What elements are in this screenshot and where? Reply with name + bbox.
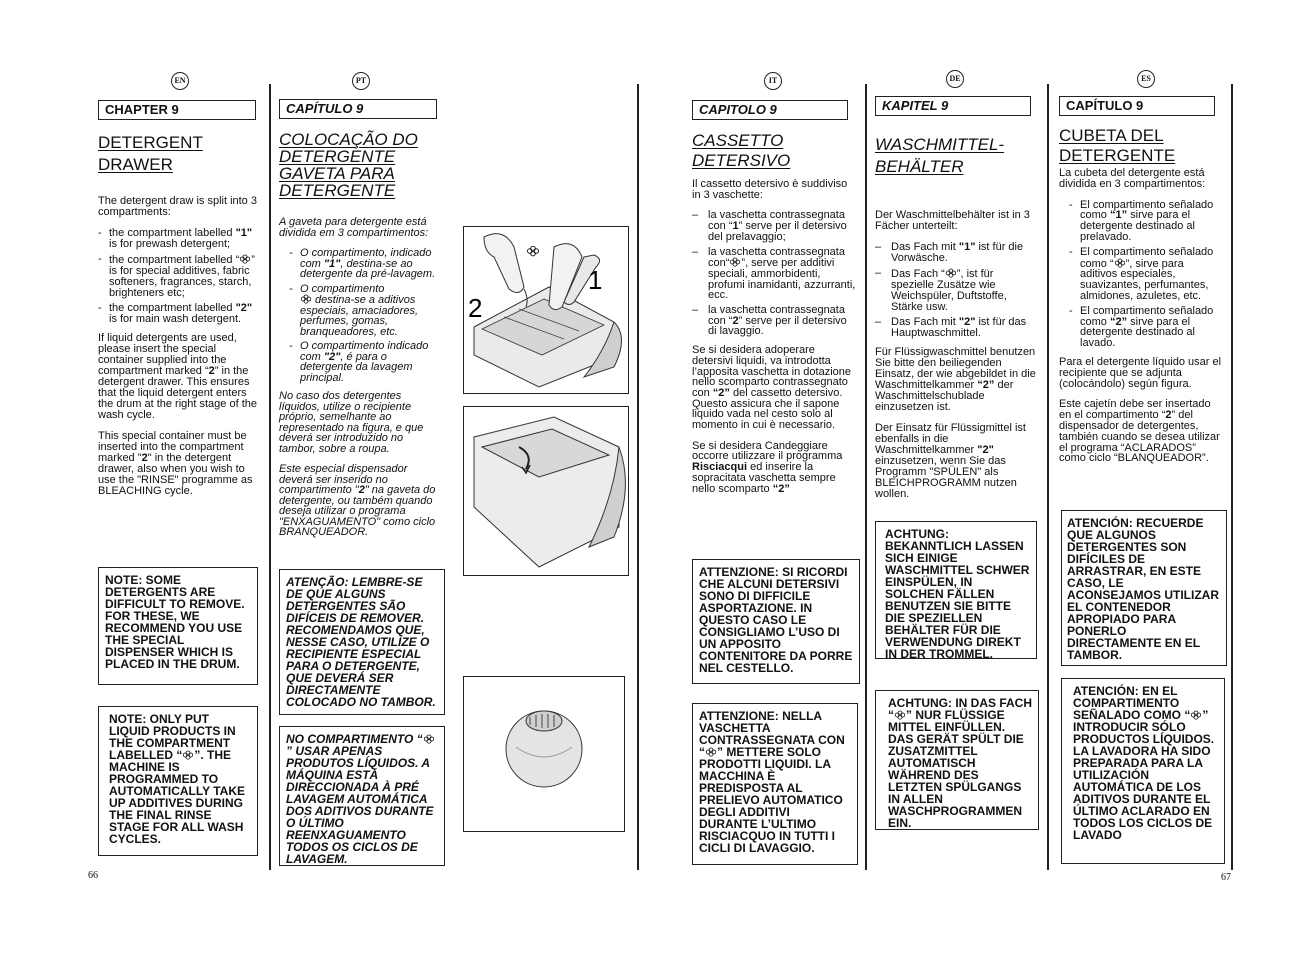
list-item: – la vaschetta contrassegnata con “1” serve per il detersivo del prelavaggio; bbox=[692, 210, 856, 242]
dispenser-ball-illustration bbox=[464, 677, 623, 830]
list-item: - the compartment labelled "2" is for main wash detergent. bbox=[98, 303, 258, 325]
column-spanish bbox=[1059, 96, 1223, 474]
figure-drawer-compartments bbox=[463, 226, 629, 394]
language-badge-en: EN bbox=[171, 72, 189, 90]
list-item: - El compartimento señalado como “1” sirve para el detergente destinado al prelavado. bbox=[1069, 200, 1223, 243]
flower-symbol-icon bbox=[300, 294, 312, 304]
list-item: – la vaschetta contrassegnata con“ ”, serve per additivi speciali, ammorbidenti, profumi inamidanti, azzurranti, ecc. bbox=[692, 247, 856, 302]
flower-symbol-icon bbox=[182, 750, 194, 760]
section-body: Il cassetto detersivo è suddiviso in 3 vaschette: – la vaschetta contrassegnata con “1” serve per il detersivo del prelavaggio; – la vaschetta contrassegnata con“ ”, serve per additivi speciali, ammorbidenti, profumi inamidanti, azzurranti, ecc. – la vaschetta contrassegnata con “2” serve per il detersivo di lavaggio. Se si desidera adoperare detersivi liquidi, va introdotta l’apposita vaschetta in dotazione nello scomparto contrassegnato con “2” del cassetto detersivo. Questo assicura che il sapone liquido vada nel cesto solo al momento in cui è necessario. Se si desidera Candeggiare occorre utilizzare il programma Risciacqui ed inserire la sopracitata vaschetta sempre nello scomparto “2” bbox=[692, 179, 856, 494]
flower-symbol-icon bbox=[1190, 710, 1202, 720]
list-item: - O compartimento indicado com "2", é para o detergente da lavagem principal. bbox=[289, 341, 439, 383]
list-item: - El compartimento señalado como “ ”, sirve para aditivos especiales, suavizantes, perfumantes, almidones, azuletes, etc. bbox=[1069, 247, 1223, 302]
list-item: – Das Fach mit "2" ist für das Hauptwaschmittel. bbox=[875, 317, 1037, 339]
note-box: ATENCIÓN: RECUERDE QUE ALGUNOS DETERGENTES SON DIFÍCILES DE ARRASTRAR, EN ESTE CASO, LE ACONSEJAMOS UTILIZAR EL CONTENEDOR APROPIADO PARA PONERLO DIRECTAMENTE EN EL TAMBOR. bbox=[1061, 510, 1227, 666]
language-badge-es: ES bbox=[1137, 70, 1155, 88]
figure-dispenser-ball bbox=[463, 676, 625, 832]
section-title: DETERGENT DRAWER bbox=[98, 133, 203, 174]
chapter-heading: CAPITOLO 9 bbox=[692, 100, 848, 120]
flower-symbol-icon bbox=[945, 268, 957, 278]
compartment-label-1: 1 bbox=[588, 265, 603, 295]
page-number: 67 bbox=[1221, 872, 1231, 883]
language-badge-pt: PT bbox=[352, 72, 370, 90]
flower-symbol-icon bbox=[1114, 258, 1126, 268]
note-box: ATENCIÓN: EN EL COMPARTIMENTO SEÑALADO COMO “ ” INTRODUCIR SÓLO PRODUCTOS LÍQUIDOS. LA LAVADORA HA SIDO PREPARADA PARA LA UTILIZACIÓN AUTOMÁTICA DE LOS ADITIVOS DURANTE EL ÚLTIMO ACLARADO EN TODOS LOS CICLOS DE LAVADO bbox=[1061, 678, 1225, 864]
flower-symbol-icon bbox=[239, 254, 251, 264]
list-item: – Das Fach “ ”, ist für spezielle Zusätze wie Weichspüler, Duftstoffe, Stärke usw. bbox=[875, 268, 1037, 313]
column-divider bbox=[637, 84, 639, 870]
list-item: - O compartimento, indicado com "1", destina-se ao detergente da pré-lavagem. bbox=[289, 248, 439, 280]
list-item: – la vaschetta contrassegnata con “2” serve per il detersivo di lavaggio. bbox=[692, 305, 856, 337]
flower-symbol-icon bbox=[705, 747, 717, 757]
note-box: NOTE: ONLY PUT LIQUID PRODUCTS IN THE COMPARTMENT LABELLED “ ”. THE MACHINE IS PROGRAMMED TO AUTOMATICALLY TAKE UP ADDITIVES DURING THE FINAL RINSE STAGE FOR ALL WASH CYCLES. bbox=[98, 706, 258, 856]
note-box: ATTENZIONE: NELLA VASCHETTA CONTRASSEGNATA CON “ ” METTERE SOLO PRODOTTI LIQUIDI. LA MACCHINA È PREDISPOSTA AL PRELIEVO AUTOMATICO DEGLI ADDITIVI DURANTE L’ULTIMO RISCIACQUO IN TUTTI I CICLI DI LAVAGGIO. bbox=[692, 703, 858, 865]
language-badge-de: DE bbox=[946, 70, 964, 88]
chapter-heading: KAPITEL 9 bbox=[875, 96, 1031, 116]
section-body: Der Waschmittelbehälter ist in 3 Fächer unterteilt: – Das Fach mit "1" ist für die Vorwäsche. – Das Fach “ ”, ist für spezielle Zusätze wie Weichspüler, Duftstoffe, Stärke usw. – Das Fach mit "2" ist für das Hauptwaschmittel. Für Flüssigwaschmittel benutzen Sie bitte den beiliegenden Einsatz, der wie abgebildet in die Waschmittelkammer “2” der Waschmittelschublade einzusetzen ist. Der Einsatz für Flüssigmittel ist ebenfalls in die Waschmittelkammer "2" einzusetzen, wenn Sie das Programm "SPÜLEN" als BLEICHPROGRAMM nutzen wollen. bbox=[875, 210, 1037, 500]
column-divider bbox=[1047, 84, 1049, 870]
section-body: The detergent draw is split into 3 compartments: - the compartment labelled "1" is for prewash detergent; - the compartment labelled “ ” is for special additives, fabric softeners, fragrances, starch, brighteners etc; - the compartment labelled "2" is for main wash detergent. If liquid detergents are used, please insert the special container supplied into the compartment marked “2” in the detergent drawer. This ensures that the liquid detergent enters the drum at the right stage of the wash cycle. This special container must be inserted into the compartment marked "2" in the detergent drawer, also when you wish to use the "RINSE" programme as BLEACHING cycle. bbox=[98, 196, 258, 497]
note-box: NO COMPARTIMENTO “” USAR APENAS PRODUTOS LÍQUIDOS. A MÁQUINA ESTÁ DIRECCIONADA À PRÉ LAVAGEM AUTOMÁTICA DOS ADITIVOS DURANTE O ÚLTIMO REENXAGUAMENTO TODOS OS CICLOS DE LAVAGEM. bbox=[279, 726, 445, 866]
section-body: A gaveta para detergente está dividida em 3 compartimentos: - O compartimento, indicado com "1", destina-se ao detergente da pré-lavagem. - O compartimento destina-se a aditivos especiais, amaciadores, perfumes, gomas, branqueadores, etc. - O compartimento indicado com "2", é para o detergente da lavagem principal. No caso dos detergentes líquidos, utilize o recipiente próprio, semelhante ao representado na figura, e que deverá ser introduzido no tambor, sobre a roupa. Este especial dispensador deverá ser inserido no compartimento "2" na gaveta do detergente, ou também quando deseja utilizar o programa "ENXAGUAMENTO" como ciclo BRANQUEADOR. bbox=[279, 217, 439, 538]
column-divider bbox=[865, 84, 867, 870]
column-portuguese bbox=[279, 99, 439, 548]
column-italian bbox=[692, 100, 856, 504]
flower-symbol-icon bbox=[729, 257, 741, 267]
chapter-heading: CHAPTER 9 bbox=[98, 100, 256, 120]
note-box: ACHTUNG: BEKANNTLICH LASSEN SICH EINIGE WASCHMITTEL SCHWER EINSPÜLEN, IN SOLCHEN FÄLLEN BENUTZEN SIE BITTE DIE SPEZIELLEN BEHÄLTER FÜR DIE VERWENDUNG DIREKT IN DER TROMMEL. bbox=[875, 521, 1037, 659]
list-item: - the compartment labelled "1" is for prewash detergent; bbox=[98, 228, 258, 250]
note-box: ATENÇÃO: LEMBRE-SE DE QUE ALGUNS DETERGENTES SÃO DIFÍCEIS DE REMOVER. RECOMENDAMOS QUE, NESSE CASO, UTILIZE O RECIPIENTE ESPECIAL PARA O DETERGENTE, QUE DEVERÁ SER DIRECTAMENTE COLOCADO NO TAMBOR. bbox=[279, 569, 445, 715]
liquid-container-illustration bbox=[464, 407, 627, 574]
column-divider bbox=[1231, 84, 1233, 870]
compartment-label-2: 2 bbox=[468, 293, 483, 323]
flower-symbol-icon bbox=[894, 710, 906, 720]
note-box: ACHTUNG: IN DAS FACH “ ” NUR FLÜSSIGE MITTEL EINFÜLLEN. DAS GERÄT SPÜLT DIE ZUSATZMITTEL AUTOMATISCH WÄHREND DES LETZTEN SPÜLGANGS IN ALLEN WASCHPROGRAMMEN EIN. bbox=[875, 690, 1039, 830]
list-item: - El compartimento señalado como “2” sirve para el detergente destinado al lavado. bbox=[1069, 306, 1223, 349]
chapter-heading: CAPÍTULO 9 bbox=[1059, 96, 1215, 116]
language-badge-it: IT bbox=[764, 72, 782, 90]
detergent-drawer-illustration bbox=[464, 227, 627, 392]
section-body: La cubeta del detergente está dividida en 3 compartimentos: - El compartimento señalado como “1” sirve para el detergente destinado al prelavado. - El compartimento señalado como “ ”, sirve para aditivos especiales, suavizantes, perfumantes, almidones, azuletes, etc. - El compartimento señalado como “2” sirve para el detergente destinado al lavado. Para el detergente líquido usar el recipiente que se adjunta (colocándolo) según figura. Este cajetín debe ser insertado en el compartimento “2” del dispensador de detergentes, también cuando se desea utilizar el programa “ACLARADOS” como ciclo “BLANQUEADOR”. bbox=[1059, 168, 1223, 464]
chapter-heading: CAPÍTULO 9 bbox=[279, 99, 437, 119]
figure-liquid-container bbox=[463, 406, 629, 576]
note-box: ATTENZIONE: SI RICORDI CHE ALCUNI DETERSIVI SONO DI DIFFICILE ASPORTAZIONE. IN QUESTO CASO LE CONSIGLIAMO L’USO DI UN APPOSITO CONTENITORE DA PORRE NEL CESTELLO. bbox=[692, 559, 860, 684]
list-item: - the compartment labelled “ ” is for special additives, fabric softeners, fragrances, starch, brighteners etc; bbox=[98, 254, 258, 299]
section-title: CUBETA DEL DETERGENTE bbox=[1059, 126, 1176, 165]
section-title: WASCHMITTEL- BEHÄLTER bbox=[875, 135, 1005, 176]
flower-symbol-icon bbox=[423, 734, 435, 744]
column-divider bbox=[269, 84, 271, 870]
page-number: 66 bbox=[88, 870, 98, 881]
list-item: – Das Fach mit "1" ist für die Vorwäsche. bbox=[875, 242, 1037, 264]
section-title: COLOCAÇÃO DO DETERGENTE GAVETA PARA DETERGENTE bbox=[279, 130, 418, 200]
note-box: NOTE: SOME DETERGENTS ARE DIFFICULT TO REMOVE. FOR THESE, WE RECOMMEND YOU USE THE SPECIAL DISPENSER WHICH IS PLACED IN THE DRUM. bbox=[98, 567, 258, 685]
column-english bbox=[98, 100, 258, 507]
column-german bbox=[875, 96, 1037, 510]
section-title: CASSETTO DETERSIVO bbox=[692, 131, 791, 170]
list-item: - O compartimento destina-se a aditivos especiais, amaciadores, perfumes, gomas, branqueadores, etc. bbox=[289, 284, 439, 338]
